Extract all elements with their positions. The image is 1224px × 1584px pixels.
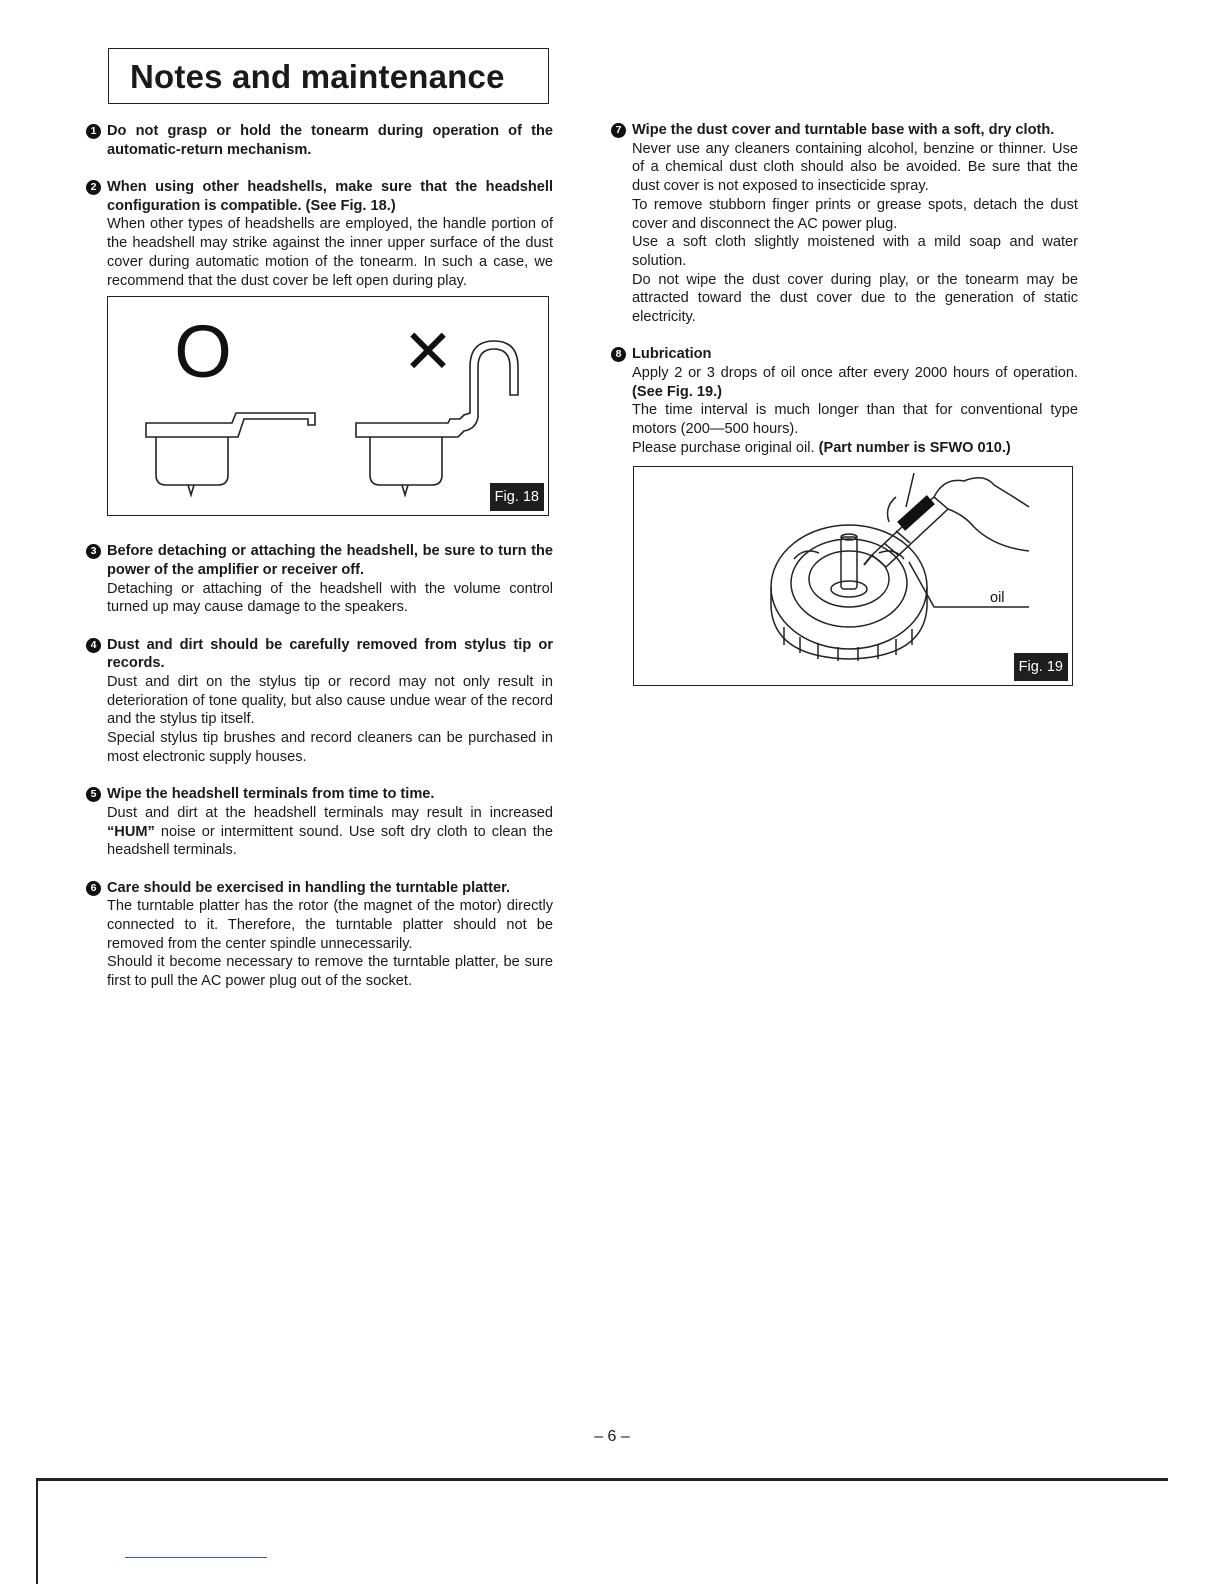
note-heading: Do not grasp or hold the tonearm during operation of the automatic-return mechanism. (107, 123, 553, 158)
page-number: – 6 – (594, 1428, 630, 1445)
number-badge: 8 (611, 347, 626, 362)
note-body: Dust and dirt on the stylus tip or record may not only result in deterioration of tone quality, but also cause undue wear of the record and the stylus tip itself. (107, 674, 553, 728)
number-badge: 2 (86, 180, 101, 195)
bottom-rule (36, 1478, 1168, 1481)
figure-label: Fig. 18 (490, 483, 544, 511)
note-item-6 (86, 879, 553, 991)
right-column (611, 121, 1078, 712)
note-item-5 (86, 785, 553, 860)
note-body: Use a soft cloth slightly moistened with a mild soap and water solution. (632, 234, 1078, 269)
number-badge: 1 (86, 124, 101, 139)
note-heading: Wipe the dust cover and turntable base with a soft, dry cloth. (632, 122, 1055, 138)
note-body: Special stylus tip brushes and record cleaners can be purchased in most electronic supply houses. (107, 730, 553, 765)
note-body: Apply 2 or 3 drops of oil once after every 2000 hours of operation. (See Fig. 19.) (632, 365, 1078, 400)
number-badge: 6 (86, 881, 101, 896)
note-item-1 (86, 122, 553, 159)
note-item-2 (86, 178, 553, 290)
note-item-8 (611, 345, 1078, 457)
note-body: Dust and dirt at the headshell terminals may result in increased “HUM” noise or intermittent sound. Use soft dry cloth to clean the headshell terminals. (107, 804, 553, 859)
note-item-3 (86, 542, 553, 617)
note-body: When other types of headshells are employed, the handle portion of the headshell may strike against the inner upper surface of the dust cover during automatic motion of the tonearm. In such a case, we recommend that the dust cover be left open during play. (107, 216, 553, 289)
number-badge: 7 (611, 123, 626, 138)
note-heading: Wipe the headshell terminals from time to time. (107, 786, 435, 803)
ok-symbol: O (174, 310, 232, 394)
note-heading: Dust and dirt should be carefully removed from stylus tip or records. (107, 636, 553, 672)
note-body: Never use any cleaners containing alcohol, benzine or thinner. Use of a chemical dust cloth should also be avoided. Be sure that the dust cover is not exposed to insecticide spray. (632, 140, 1078, 195)
note-heading: Care should be exercised in handling the turntable platter. (107, 879, 511, 896)
note-body: Detaching or attaching of the headshell with the volume control turned up may cause damage to the speakers. (107, 580, 553, 616)
oil-lubrication-illustration (634, 467, 1072, 685)
page-title: Notes and maintenance (130, 58, 505, 95)
note-item-4 (86, 636, 553, 767)
note-body: To remove stubborn finger prints or grease spots, detach the dust cover and disconnect the AC power plug. (632, 196, 1078, 232)
number-badge: 3 (86, 544, 101, 559)
note-item-7 (611, 121, 1078, 327)
note-body: Please purchase original oil. (Part number is SFWO 010.) (632, 439, 1011, 456)
note-body: Do not wipe the dust cover during play, or the tonearm may be attracted toward the dust cover due to the generation of static electricity. (632, 271, 1078, 326)
headshell-compatibility-illustration (108, 297, 548, 515)
figure-18 (107, 296, 549, 516)
title-box (108, 48, 549, 104)
figure-label: Fig. 19 (1014, 653, 1068, 681)
compatible-headshell (146, 413, 315, 495)
note-body: The turntable platter has the rotor (the magnet of the motor) directly connected to it. Therefore, the turntable platter should not be removed from the center spindle unnecessarily. (107, 898, 553, 952)
note-heading: When using other headshells, make sure that the headshell configuration is compatible. (See Fig. 18.) (107, 179, 553, 214)
figure-19 (633, 466, 1073, 686)
note-heading: Lubrication (632, 346, 712, 363)
note-body: Should it become necessary to remove the turntable platter, be sure first to pull the AC power plug out of the socket. (107, 954, 553, 990)
note-body: The time interval is much longer than that for conventional type motors (200—500 hours). (632, 402, 1078, 438)
number-badge: 4 (86, 638, 101, 653)
blue-underline (125, 1557, 267, 1558)
oil-callout-label: oil (990, 589, 1005, 606)
note-heading: Before detaching or attaching the headshell, be sure to turn the power of the amplifier or receiver off. (107, 543, 553, 578)
left-column (86, 122, 553, 1009)
number-badge: 5 (86, 787, 101, 802)
bottom-left-border (36, 1478, 38, 1584)
ng-symbol: × (404, 305, 452, 395)
